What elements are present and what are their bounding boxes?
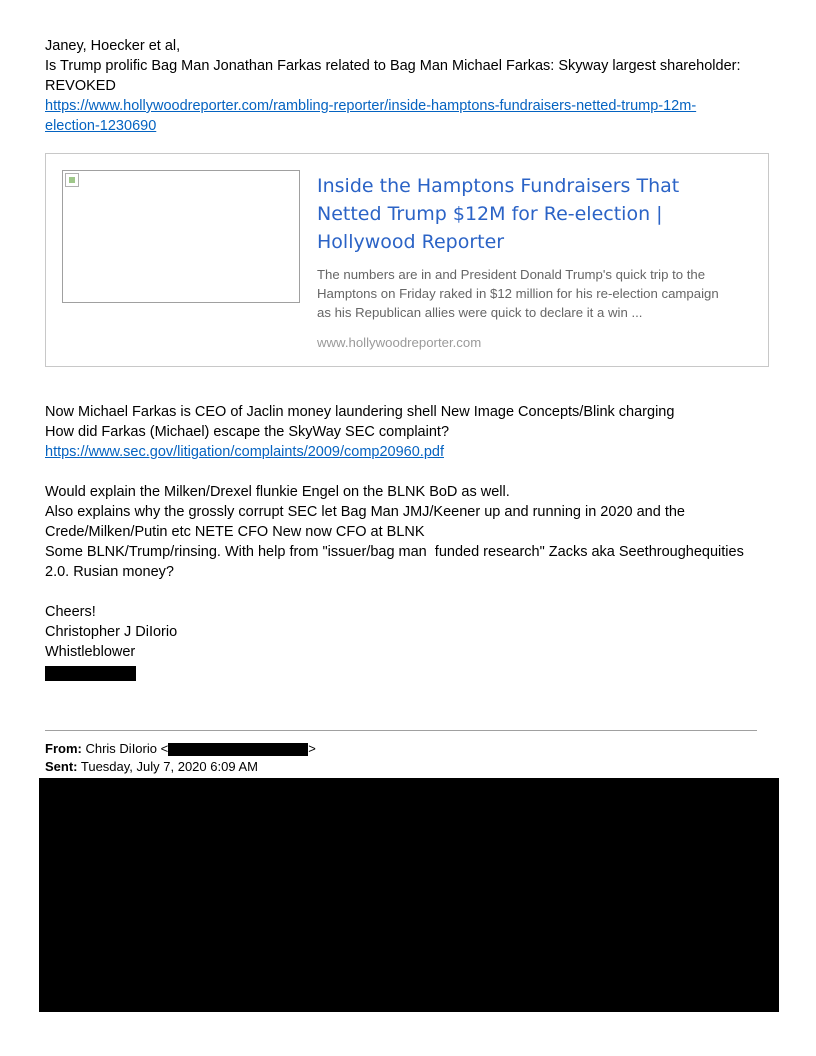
from-label: From: xyxy=(45,741,82,756)
from-end: > xyxy=(308,741,316,756)
signature-name: Christopher J DiIorio xyxy=(45,624,178,640)
paragraph-jaclin: Now Michael Farkas is CEO of Jaclin money laundering shell New Image Concepts/Blink charging xyxy=(45,404,675,420)
broken-image-icon xyxy=(65,173,79,187)
redacted-block xyxy=(39,778,779,1012)
forward-header xyxy=(45,740,316,776)
redacted-email xyxy=(168,743,308,756)
email-body-2 xyxy=(45,402,780,682)
preview-description: The numbers are in and President Donald Trump's quick trip to the Hamptons on Friday raked in $12 million for his re-election campaign as his Republican allies were quick to declare it a win ... xyxy=(317,267,719,320)
from-name: Chris DiIorio < xyxy=(85,741,169,756)
redaction-bar xyxy=(45,666,136,681)
signature-role: Whistleblower xyxy=(45,644,136,660)
paragraph-sec: Also explains why the grossly corrupt SEC let Bag Man JMJ/Keener up and running in 2020 and the xyxy=(45,504,685,520)
divider xyxy=(45,730,757,731)
link-preview-card[interactable] xyxy=(45,153,769,367)
paragraph-skyway: How did Farkas (Michael) escape the SkyWay SEC complaint? xyxy=(45,424,450,440)
hollywood-reporter-link-cont[interactable]: election-1230690 xyxy=(45,118,157,134)
paragraph-milken: Would explain the Milken/Drexel flunkie Engel on the BLNK BoD as well. xyxy=(45,484,510,500)
question-line: Is Trump prolific Bag Man Jonathan Farkas related to Bag Man Michael Farkas: Skyway largest shareholder: xyxy=(45,58,741,74)
preview-thumbnail xyxy=(62,170,300,303)
preview-title[interactable]: Inside the Hamptons Fundraisers That Netted Trump $12M for Re-election | Hollywood Reporter xyxy=(317,175,680,253)
closing: Cheers! xyxy=(45,604,96,620)
greeting: Janey, Hoecker et al, xyxy=(45,38,181,54)
email-body xyxy=(45,36,780,136)
sec-complaint-link[interactable]: https://www.sec.gov/litigation/complaints/2009/comp20960.pdf xyxy=(45,444,444,460)
sent-value: Tuesday, July 7, 2020 6:09 AM xyxy=(80,759,258,774)
paragraph-zacks-cont: 2.0. Rusian money? xyxy=(45,564,174,580)
sent-label: Sent: xyxy=(45,759,78,774)
hollywood-reporter-link[interactable]: https://www.hollywoodreporter.com/rambling-reporter/inside-hamptons-fundraisers-netted-trump-12m- xyxy=(45,98,697,114)
question-line-cont: REVOKED xyxy=(45,78,116,94)
preview-domain: www.hollywoodreporter.com xyxy=(317,335,482,350)
paragraph-zacks: Some BLNK/Trump/rinsing. With help from "issuer/bag man funded research" Zacks aka Seethroughequities xyxy=(45,544,744,560)
paragraph-sec-cont: Crede/Milken/Putin etc NETE CFO New now CFO at BLNK xyxy=(45,524,425,540)
